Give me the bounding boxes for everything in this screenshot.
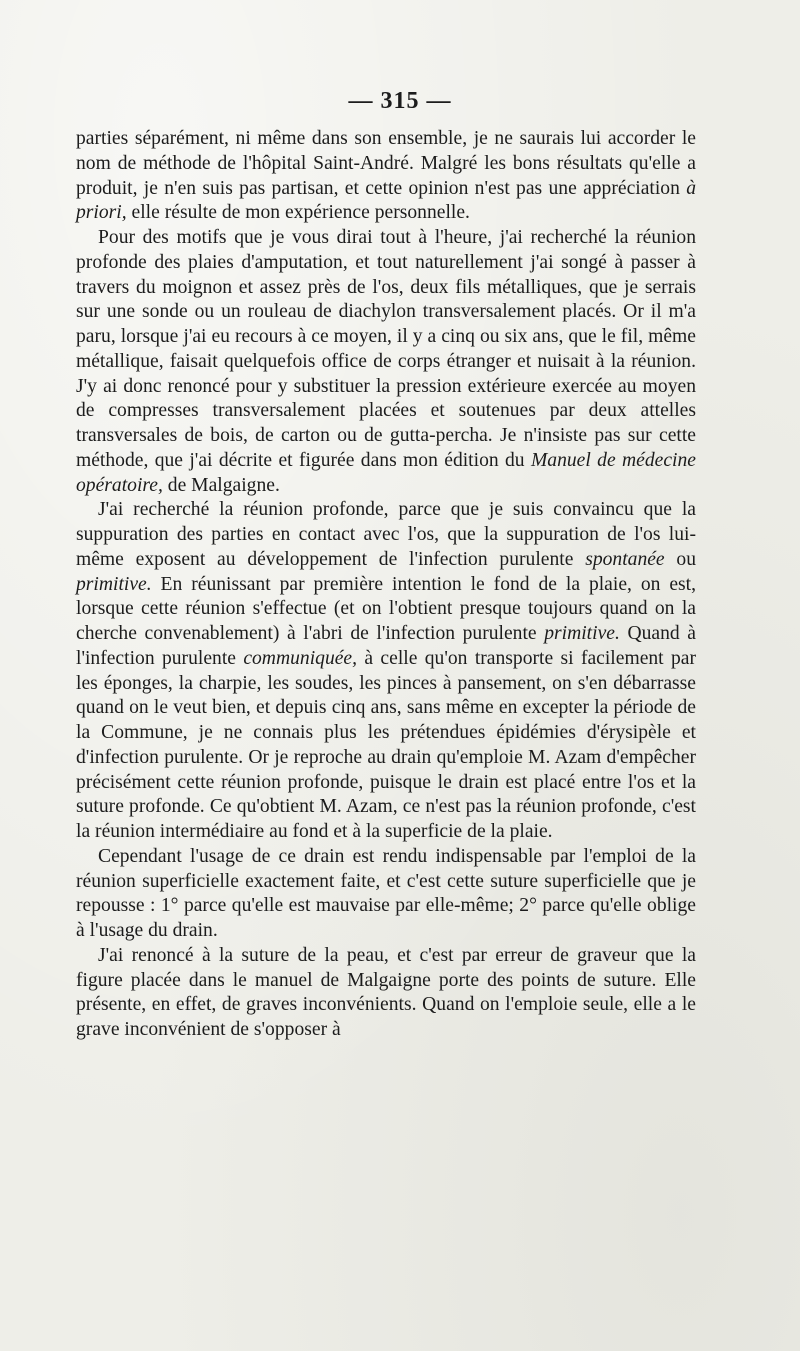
body-text [76,127,696,1043]
paragraph-1 [76,127,696,226]
text-run: parties séparément, ni même dans son ensemble, je ne saurais lui accorder le nom de méthode de l'hôpital Saint-André. Malgré les bons résultats qu'elle a produit, je n'en suis pas partisan, et cette opinion n'est pas une appréciation [76,128,696,199]
italic-phrase: spontanée [585,548,665,570]
italic-phrase: Manuel de médecine opératoire, [76,449,696,496]
paragraph-5 [76,944,696,1043]
paragraph-2 [76,226,696,498]
text-run: J'ai recherché la réunion profonde, parce que je suis convaincu que la suppuration des parties en contact avec l'os, que la suppuration de l'os lui-même exposent au développement de l'infection purulente [76,499,696,570]
text-run: Quand à l'infection purulente [76,623,696,669]
text-run: J'ai renoncé à la suture de la peau, et c'est par erreur de graveur que la figure placée dans le manuel de Malgaigne porte des points de suture. Elle présente, en effet, de graves inconvénients. Quand on l'emploie seule, elle a le grave inconvénient de s'opposer à [76,944,696,1040]
text-run: Pour des motifs que je vous dirai tout à l'heure, j'ai recherché la réunion profonde des plaies d'amputation, et tout naturellement j'ai songé à passer à travers du moignon et assez près de l'os, deux fils métalliques, que je serrais sur une sonde ou un rouleau de diachylon transversalement placés. Or il m'a paru, lorsque j'ai eu recours à ce moyen, il y a cinq ou six ans, que le fil, même métallique, faisait quelquefois office de corps étranger et nuisait à la réunion. J'y ai donc renoncé pour y substituer la pression extérieure exercée au moyen de compresses transversalement placées et soutenues par deux attelles transversales de bois, de carton ou de gutta-percha. Je n'insiste pas sur cette méthode, que j'ai décrite et figurée dans mon édition du [76,227,696,471]
italic-phrase: primitive. [544,623,620,644]
text-run: elle résulte de mon expérience personnelle. [126,202,470,224]
text-run: de Malgaigne. [162,474,280,496]
paragraph-4 [76,845,696,944]
page-number: — 315 — [348,88,452,114]
text-run: à celle qu'on transporte si facilement par les éponges, la charpie, les soudes, les pinces à pansement, on s'en débarrasse quand on le veut bien, et depuis cinq ans, sans même en excepter la période de la Commune, je ne connais plus les prétendues épidémies d'érysipèle et d'infection purulente. Or je reproche au drain qu'emploie M. Azam d'empêcher précisément cette réunion profonde, puisque le drain est placé entre l'os et la suture profonde. Ce qu'obtient M. Azam, ce n'est pas la réunion profonde, c'est la réunion intermédiaire au fond et à la superficie de la plaie. [76,647,696,842]
text-run: Cependant l'usage de ce drain est rendu indispensable par l'emploi de la réunion superficielle exactement faite, et c'est cette suture superficielle que je repousse : 1° parce qu'elle est mauvaise par elle-même; 2° parce qu'elle oblige à l'usage du drain. [76,845,696,941]
italic-phrase: primitive. [76,573,152,595]
italic-phrase: communiquée, [243,647,358,669]
italic-phrase: à priori, [76,177,696,224]
text-run: ou [664,548,696,570]
paragraph-3 [76,498,696,845]
text-run: En réunissant par première intention le fond de la plaie, on est, lorsque cette réunion s'effectue (et on l'obtient presque toujours quand on la cherche convenablement) à l'abri de l'infection purulente [76,573,696,644]
